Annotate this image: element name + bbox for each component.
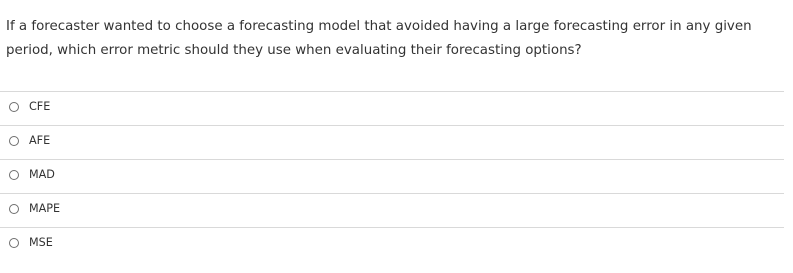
radio-button[interactable] [9,102,19,112]
option-label[interactable]: MAPE [29,202,61,215]
answer-option-mape[interactable] [0,193,784,227]
answer-options [0,91,784,262]
option-label[interactable]: MAD [29,168,55,181]
option-label[interactable]: MSE [29,236,53,249]
question-text: If a forecaster wanted to choose a forecasting model that avoided having a large forecasting error in any given period, which error metric should they use when evaluating their forecasting options? [6,19,752,58]
radio-button[interactable] [9,170,19,180]
option-label[interactable]: AFE [29,134,51,147]
option-label[interactable]: CFE [29,100,51,113]
radio-button[interactable] [9,136,19,146]
answer-option-mad[interactable] [0,159,784,193]
radio-button[interactable] [9,204,19,214]
answer-option-mse[interactable] [0,227,784,262]
radio-button[interactable] [9,238,19,248]
answer-option-afe[interactable] [0,125,784,159]
answer-option-cfe[interactable] [0,91,784,125]
